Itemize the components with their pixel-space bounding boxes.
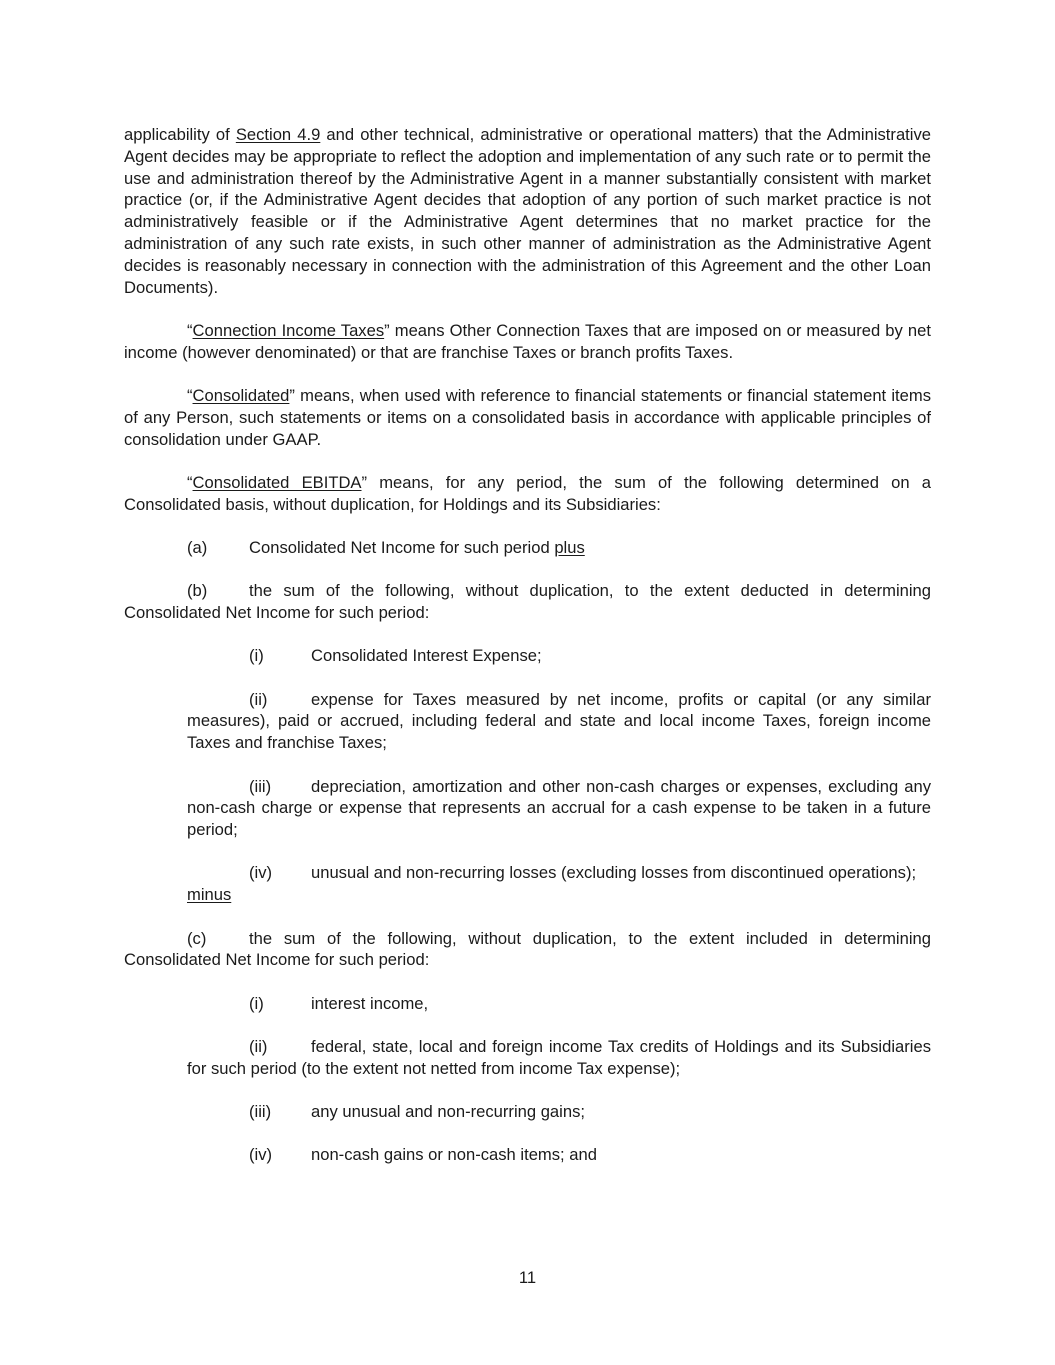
clause-text: the sum of the following, without duplication, to the extent included in determining Consolidated Net Income for such period: <box>124 928 931 970</box>
defined-term: Consolidated EBITDA <box>192 472 362 492</box>
clause-label: (i) <box>249 993 264 1013</box>
clause-text: Consolidated Net Income for such period <box>249 537 555 557</box>
clause-b-ii <box>187 689 931 754</box>
page-number: 11 <box>518 1268 537 1287</box>
definition-connection-income-taxes <box>124 320 931 364</box>
paragraph-continuation <box>124 124 931 298</box>
open-quote: “ <box>187 320 193 340</box>
section-reference: Section 4.9 <box>235 125 321 144</box>
open-quote: “ <box>187 472 193 492</box>
clause-label: (c) <box>187 928 207 948</box>
definition-text: means Other Connection Taxes that are imposed on or measured by net income (however denominated) or that are franchise Taxes or branch profits Taxes. <box>124 320 931 362</box>
clause-label: (iii) <box>249 776 272 796</box>
clause-c-iii <box>187 1101 931 1123</box>
clause-label: (ii) <box>249 689 268 709</box>
open-quote: “ <box>187 385 193 405</box>
definition-text: means, for any period, the sum of the following determined on a Consolidated basis, without duplication, for Holdings and its Subsidiaries: <box>124 472 931 514</box>
clause-label: (i) <box>249 646 264 666</box>
close-quote: ” <box>361 472 368 492</box>
clause-text: the sum of the following, without duplication, to the extent deducted in determining Consolidated Net Income for such period: <box>124 581 931 623</box>
close-quote: ” <box>384 320 390 340</box>
definition-text: means, when used with reference to financial statements or financial statement items of any Person, such statements or items on a consolidated basis in accordance with applicable principles of consolidation under GAAP. <box>124 385 931 449</box>
clause-text: expense for Taxes measured by net income, profits or capital (or any similar measures), paid or accrued, including federal and state and local income Taxes, foreign income Taxes and franchise Taxes; <box>187 689 931 753</box>
document-body <box>124 124 931 1166</box>
clause-c-i <box>187 993 931 1015</box>
clause-label: (ii) <box>249 1036 268 1056</box>
clause-b <box>124 580 931 624</box>
clause-text: depreciation, amortization and other non-cash charges or expenses, excluding any non-cash charge or expense that represents an accrual for a cash expense to be taken in a future period; <box>187 776 931 840</box>
close-quote: ” <box>289 385 295 405</box>
connector-word: minus <box>187 885 232 905</box>
clause-label: (iv) <box>249 863 273 883</box>
clause-label: (a) <box>187 537 208 557</box>
definition-consolidated-ebitda <box>124 472 931 516</box>
clause-b-iv <box>187 862 931 906</box>
connector-word: plus <box>554 537 585 557</box>
clause-a <box>124 537 931 559</box>
clause-text: any unusual and non-recurring gains; <box>311 1102 585 1121</box>
definition-consolidated <box>124 385 931 450</box>
clause-c-ii <box>187 1036 931 1080</box>
clause-label: (iii) <box>249 1102 272 1121</box>
text-run: and other technical, administrative or operational matters) that the Administrative Agent decides may be appropriate to reflect the adoption and implementation of any such rate or to permit the use and administration thereof by the Administrative Agent in a manner substantially consistent with market practice (or, if the Administrative Agent decides that adoption of any portion of such market practice is not administratively feasible or if the Administrative Agent determines that no market practice for the administration of any such rate exists, in such other manner of administration as the Administrative Agent decides is reasonably necessary in connection with the administration of this Agreement and the other Loan Documents). <box>124 125 931 297</box>
clause-c <box>124 928 931 972</box>
text-run: applicability of <box>124 125 236 144</box>
defined-term: Consolidated <box>192 385 290 405</box>
clause-text: interest income, <box>311 993 429 1013</box>
clause-label: (iv) <box>249 1145 273 1165</box>
clause-text: federal, state, local and foreign income Tax credits of Holdings and its Subsidiaries for such period (to the extent not netted from income Tax expense); <box>187 1036 931 1078</box>
clause-b-iii <box>187 776 931 841</box>
defined-term: Connection Income Taxes <box>192 320 385 340</box>
clause-text: Consolidated Interest Expense; <box>311 646 542 666</box>
clause-label: (b) <box>187 581 208 601</box>
clause-c-iv <box>187 1144 931 1166</box>
clause-b-i <box>187 645 931 667</box>
clause-text: unusual and non-recurring losses (excluding losses from discontinued operations); <box>311 863 917 883</box>
clause-text: non-cash gains or non-cash items; and <box>311 1145 597 1165</box>
